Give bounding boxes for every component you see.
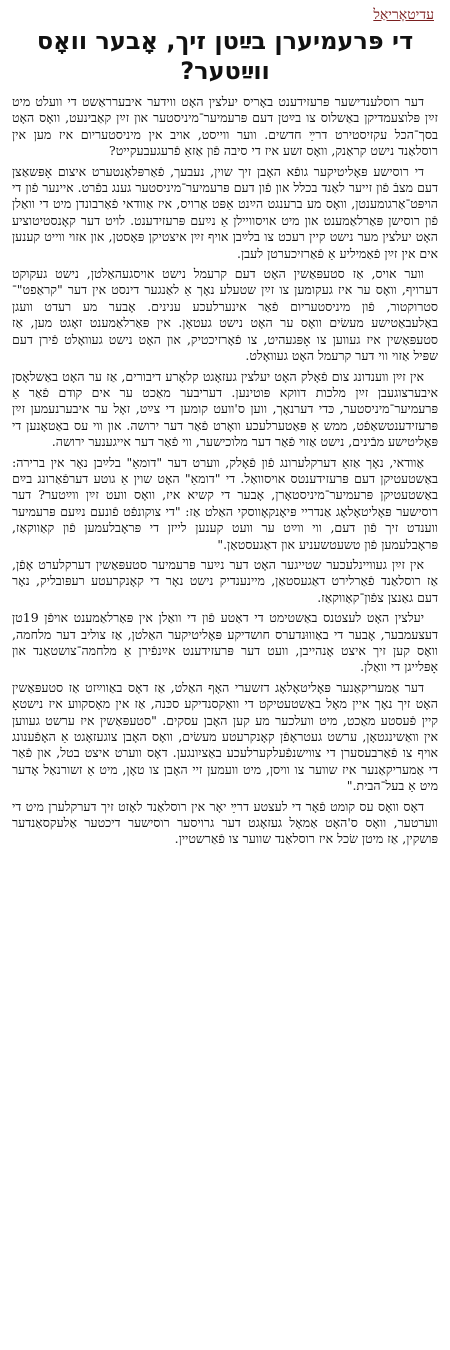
article-paragraph: אין זײַן ווענדונג צום פֿאָלק האָט יעלצין געזאָגט קלאָרע דיבורים, אַז ער האָט באַשלאָסן איבערצוגעבן זײַן מלכות דווקא פּוטינען. דעריבער מאַכט ער אים קודם פֿאַר אַ פּרעמיער־מיניסטער, כּדי דערנאָך, ווען ס'וועט קומען די צײַט, זאָל ער איבערנעמען זײַן פּרעזידענטשאַפֿט, ממש אַ פּאַטערלעכע וואָרט פֿאַר דער ירושה. און ווי עס באַטאָנען די פּאָליטישע מבֿינים, נישט אַזוי פֿאַר דער מלוכישער, ווי פֿאַר דער אייגענער ירושה.	[12, 368, 438, 450]
article-paragraph: דאָס וואָס עס קומט פֿאָר די לעצטע דרײַ יאָר אין רוסלאַנד לאָזט זיך דערקלערן מיט די ווערטער, וואָס ס'האָט אַמאָל געזאָגט דער גרויסער רוסישער דיכטער אַלעקסאַנדער פּושקין, אַז מיטן שׂכל איז רוסלאַנד שווער צו פֿאַרשטיין.	[12, 798, 438, 847]
article-paragraph: די רוסישע פּאָליטיקער גופֿא האָבן זיך שוין, נעבעך, פֿאַרפּלאָנטערט איצום אָפּשאַצן דעם מצבֿ פֿון זייער לאַנד בכלל און פֿון דעם פּרעמיער־מיניסטער גענג בפֿרט. איינער פֿון די הויפּט־אַרגומענטן, וואָס מע ברענגט הײַנט אַפּט אַרויס, איז אַוודאי פֿאַרבונדן מיט די וואַלן פֿון רוסישן פּאַרלאַמענט און מיט אויסוויילן אַ נײַעם פּרעזידענט. לויט דער קאָנסטיטוציע האָט יעלצין מער נישט קיין רעכט צו בלײַבן אויף זײַן איצטיקן פּאָסטן, און אזוי ווייט קענען אים אין זײַן פֿאַמיליע אַ פֿאַרזיכערטן לעבן.	[12, 163, 438, 261]
article-paragraph: ווער אויס, אַז סטעפּאַשין האָט דעם קרעמל נישט אויסגעהאַלטן, נישט געקוקט דערויף, וואָס ער איז געקומען צו זײַן שטעלע נאָך אַ לאַנגער דינסט אין דער "קראַפט"־סטרוקטור, פֿון מיניסטעריום פֿאַר אינערלעכע ענינים. אָבער מע רעדט וועגן באַלעבאַטישע מעשׂים וואָס ער האָט נישט געטאָן. אין פּאַרלאַמענט זאָגט מען, אַז סטעפּאַשין איז געווען צו אָפּגעהיט, צו פֿאָרזיכטיק, און האָט נישט געוואָלט פֿירן דעם שפּיל אַזוי ווי דער קרעמל האָט געוואָלט.	[12, 266, 438, 364]
article-paragraph: דער רוסלענדישער פּרעזידענט באָריס יעלצין האָט ווידער איבערראַשט די וועלט מיט זײַן פּלוצעמדיקן באַשלוס צו בײַטן דעם פּרעמיער־מיניסטער און זײַן קאַבינעט, וואָס האָט בסך־הכל עקזיסטירט דרײַ חדשים. ווער ווייסט, אויב אין מיניסטעריום איז מען אין רוסלאַנד נישט קראַנק, וואָס זשע איז די סיבה פֿון אַזאַ פֿרעגעבעקייט?	[12, 94, 438, 159]
article-body	[12, 94, 438, 848]
article-paragraph: יעלצין האָט לעצטנס באַשטימט די דאַטע פֿון די וואַלן אין פּאַרלאַמענט אויפֿן 19טן דעצעמבער, אָבער די באַוווּנדערס חושדיקע פּאָליטיקער האַלטן, אַז צוליב דער מלחמה, וואָס קען זיך איצט אָנהייבן, וועט דער פּרעזידענט אײַנפֿירן אַ מלחמה־צושטאַנד און אָפּלייגן די וואַלן.	[12, 610, 438, 675]
article-paragraph: דער אַמעריקאַנער פּאָליטאָלאָג דזשערי האָף האַלט, אַז דאָס באַווײַזט אַז סטעפּאַשין האָט זיך נאָך איין מאָל באַשטעטיקט די וואַקסנדיקע סכּנה, אַז אין מאָסקווע איז נישטאָ קיין פֿעסטע מאַכט, מיט וועלכער מע קען האָבן עסקים. "סטעפּאַשין איז ערשט געווען אין וואַשינגטאָן, ערשט געטראָפֿן קאָנקרעטע מעשׂים, וואָס האָבן צוגעזאָגט אַ האָפֿענונג אויף צו פֿאַרבעסערן די צווישנפֿעלקערלעכע באַציִונגען. דאָס ווערט איצט בטל, און פֿאַר די אַמעריקאַנער איז שווער צו וויסן, מיט וועמען זיי האָבן צו טאָן, מיט אַ זשורנאַל אָדער מיט אַ בעל־הבית."	[12, 679, 438, 794]
article-paragraph: אַוודאי, נאָך אַזאַ דערקלערונג פֿון פֿאָלק, ווערט דער "דומאַ" בלײַבן נאָר אין ברירה: באַשטעטיקן דעם פּרעזידענטס אויסוואַל. די "דומאַ" האָט שוין אַ גוטע דערפֿאַרונג בײַם באַשטעטיקן פּרעמיער־מיניסטאָרן, אָבער די קשיא איז, וואָס וועט זײַן ווײַטער? דער רוסישער פּאָליטאָלאָג אַנדריי פּיאָנקאָווסקי האַלט אַז: "די צוקונפֿט פֿונעם נײַעם פּרעמיער ווענדט זיך פֿון דעם, ווי ווײַט ער וועט קענען לייזן די פּראָבלעמען פֿון קאַווקאַז, פּראָבלעמען פֿון טשעטשעניע און דאַגעסטאַן."	[12, 454, 438, 552]
article-paragraph: אין זײַן געוויינלעכער שטייגער האָט דער נײַער פּרעמיער סטעפּאַשין דערקלערט אָפֿן, אַז רוסלאַנד פֿאַרלירט דאַגעסטאַן, מיינענדיק נישט נאָר די קאָנקרעטע רעפּובליק, נאָר דעם גאַנצן צפֿון־קאַווקאַז.	[12, 556, 438, 605]
section-tag[interactable]: עדיטאָריאַל	[373, 7, 434, 23]
headline: די פּרעמיערן בײַטן זיך, אָבער וואָס ווײַטער?	[36, 27, 414, 85]
